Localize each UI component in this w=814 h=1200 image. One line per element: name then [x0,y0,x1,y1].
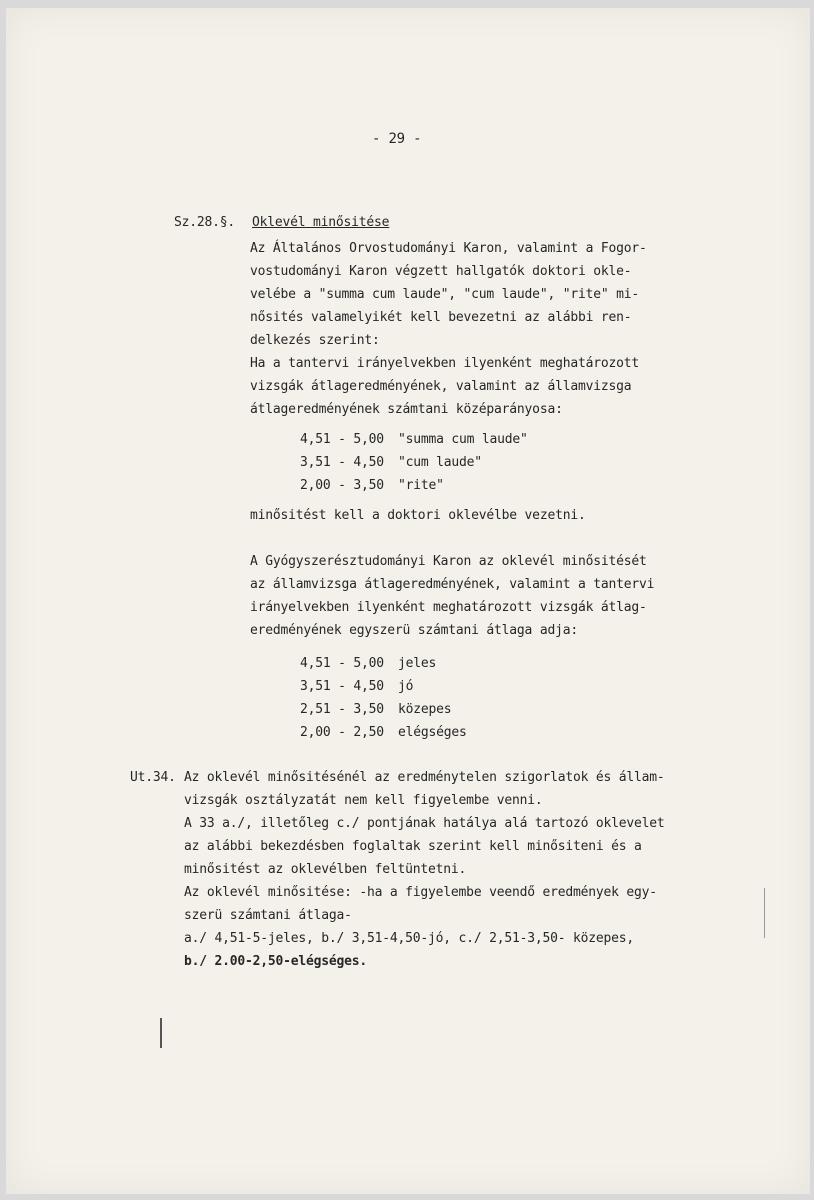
grade-label: "summa cum laude" [398,432,528,447]
grade-range: 2,51 - 3,50 [300,702,384,717]
margin-mark [764,888,765,938]
text-line: vizsgák átlageredményének, valamint az államvizsga [250,379,632,394]
text-line: vostudományi Karon végzett hallgatók doktori okle- [250,264,632,279]
text-line: minősitést az oklevélben feltüntetni. [184,862,467,877]
margin-mark [160,1018,162,1048]
section-title: Oklevél minősitése [252,215,390,230]
text-line: Az oklevél minősitése: -ha a figyelembe veendő eredmények egy- [184,885,657,900]
text-line: A 33 a./, illetőleg c./ pontjának hatálya alá tartozó oklevelet [184,816,665,831]
text-line: vizsgák osztályzatát nem kell figyelembe venni. [184,793,543,808]
text-line: nősités valamelyikét kell bevezetni az alábbi ren- [250,310,632,325]
grade-range: 4,51 - 5,00 [300,656,384,671]
grade-label: közepes [398,702,452,717]
grade-range: 3,51 - 4,50 [300,455,384,470]
text-line: a./ 4,51-5-jeles, b./ 3,51-4,50-jó, c./ 2,51-3,50- közepes, [184,931,634,946]
text-line: Ha a tantervi irányelvekben ilyenként meghatározott [250,356,639,371]
grade-range: 2,00 - 3,50 [300,478,384,493]
document-page [6,8,810,1194]
text-line: delkezés szerint: [250,333,380,348]
grade-label: jeles [398,656,437,671]
section-code: Ut.34. [130,770,176,785]
grade-label: elégséges [398,725,467,740]
text-line: az alábbi bekezdésben foglaltak szerint kell minősiteni és a [184,839,642,854]
text-line: A Gyógyszerésztudományi Karon az oklevél minősitését [250,554,647,569]
grade-range: 4,51 - 5,00 [300,432,384,447]
section-code: Sz.28.§. [174,215,236,230]
grade-label: "cum laude" [398,455,482,470]
closing-line: minősitést kell a doktori oklevélbe vezetni. [250,508,586,523]
text-line: Az Általános Orvostudományi Karon, valamint a Fogor- [250,241,647,256]
text-line: irányelvekben ilyenként meghatározott vizsgák átlag- [250,600,647,615]
text-line: velébe a "summa cum laude", "cum laude", "rite" mi- [250,287,639,302]
grade-range: 2,00 - 2,50 [300,725,384,740]
text-line: szerü számtani átlaga- [184,908,352,923]
page-number: - 29 - [372,131,422,147]
text-line: az államvizsga átlageredményének, valamint a tantervi [250,577,655,592]
text-line: Az oklevél minősitésénél az eredménytelen szigorlatok és állam- [184,770,665,785]
grade-range: 3,51 - 4,50 [300,679,384,694]
text-line: eredményének egyszerü számtani átlaga adja: [250,623,578,638]
text-line: b./ 2.00-2,50-elégséges. [184,954,368,969]
grade-label: "rite" [398,478,444,493]
grade-label: jó [398,679,414,694]
text-line: átlageredményének számtani középarányosa: [250,402,563,417]
